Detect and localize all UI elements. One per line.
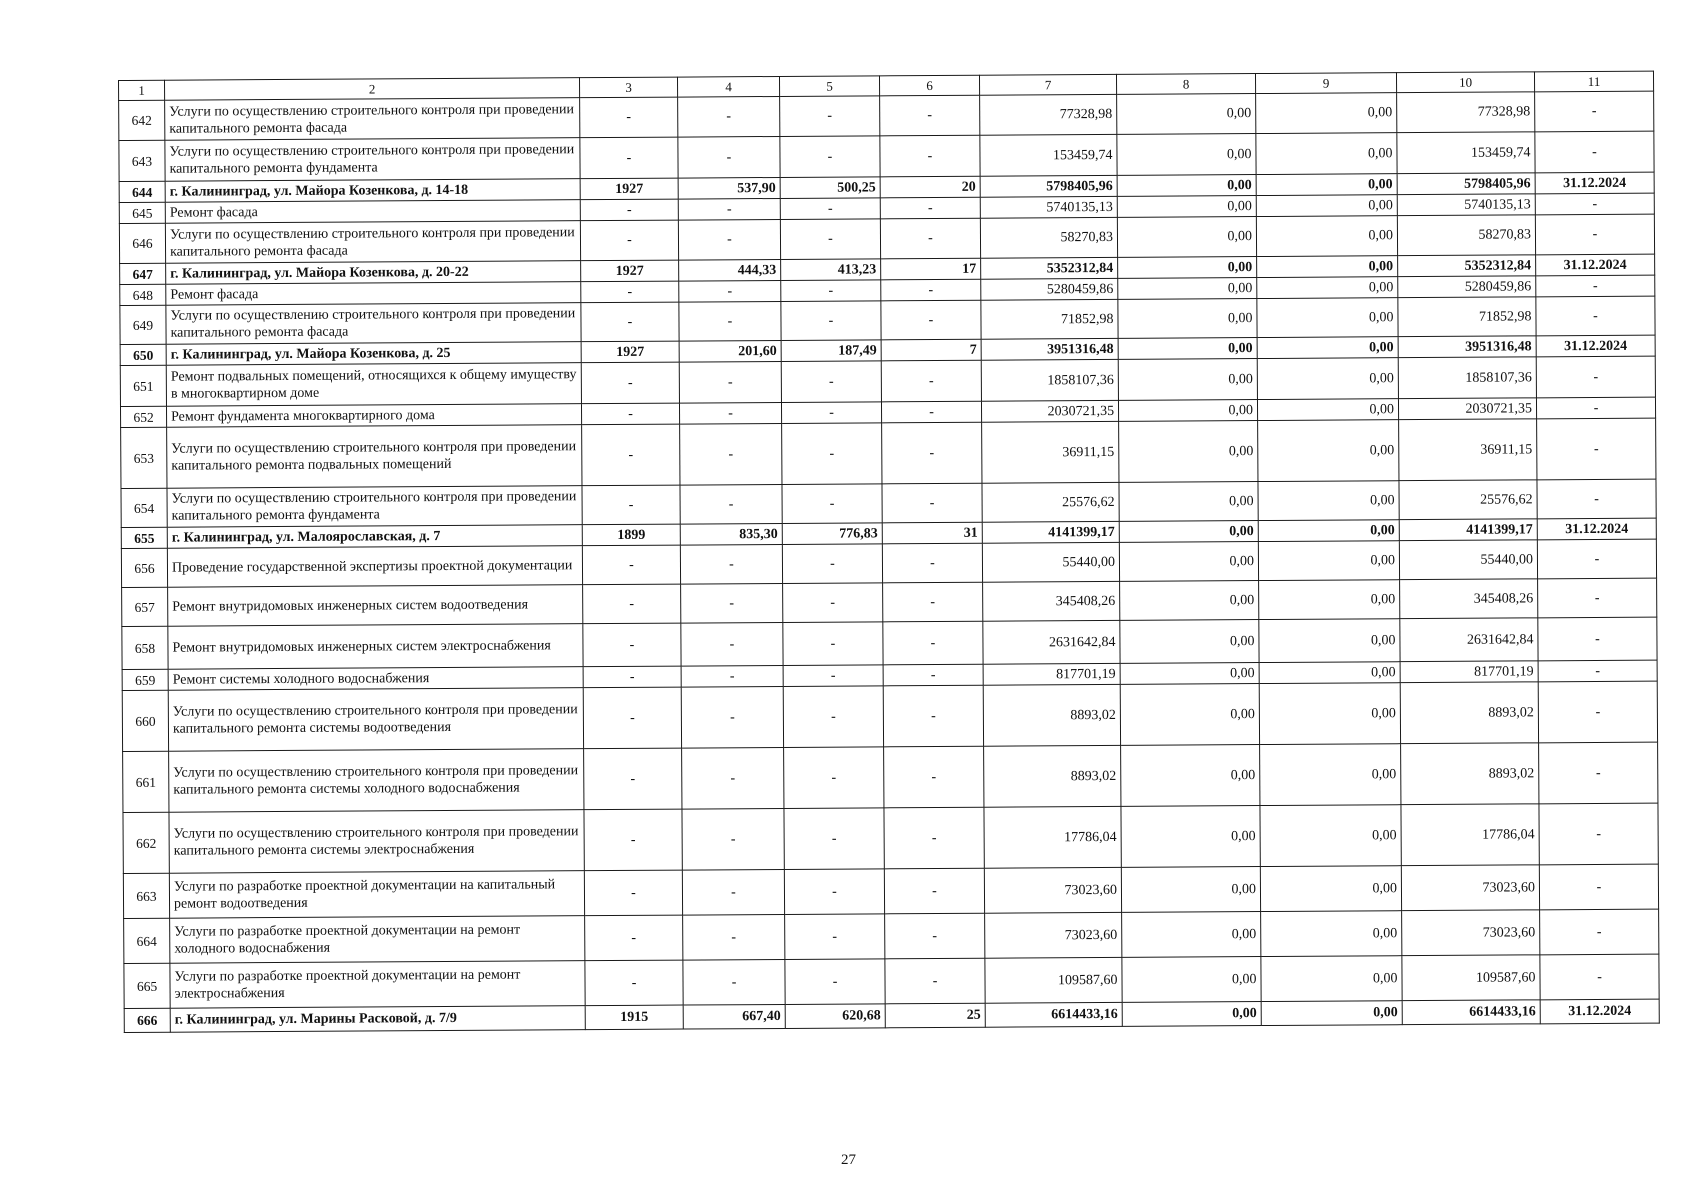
col6-cell: -	[880, 95, 980, 136]
col11-cell: -	[1536, 275, 1655, 297]
col11-cell: -	[1535, 214, 1654, 255]
col11-cell: -	[1537, 418, 1656, 480]
col7-cell: 3951316,48	[981, 338, 1118, 360]
col9-cell: 0,00	[1256, 133, 1397, 175]
col6-cell: -	[881, 401, 981, 423]
col6-cell: -	[881, 360, 981, 402]
col8-cell: 0,00	[1117, 175, 1256, 197]
col5-cell: -	[784, 869, 884, 915]
col-header-10: 10	[1396, 72, 1534, 93]
col4-cell: 444,33	[679, 259, 781, 281]
col11-cell: -	[1538, 578, 1657, 618]
col7-cell: 55440,00	[982, 542, 1119, 582]
col9-cell: 0,00	[1260, 744, 1401, 806]
col8-cell: 0,00	[1117, 217, 1256, 258]
col4-cell: -	[679, 301, 781, 341]
col10-cell: 17786,04	[1401, 804, 1539, 866]
year-cell: -	[580, 220, 678, 261]
col-header-9: 9	[1255, 73, 1396, 94]
col7-cell: 2030721,35	[981, 400, 1118, 422]
col5-cell: -	[781, 280, 881, 302]
col7-cell: 73023,60	[985, 912, 1122, 958]
description-cell: Услуги по осуществлению строительного контроля при проведении капитального ремонта фасада	[166, 303, 581, 345]
col5-cell: -	[783, 686, 883, 748]
year-cell: -	[581, 362, 679, 404]
col7-cell: 77328,98	[980, 94, 1117, 135]
col7-cell: 58270,83	[980, 217, 1117, 258]
col11-cell: -	[1540, 909, 1659, 955]
description-cell: Ремонт фасада	[165, 200, 580, 224]
row-number-cell: 647	[120, 263, 166, 284]
col7-cell: 36911,15	[982, 421, 1119, 483]
table-row	[121, 418, 1656, 488]
col8-cell: 0,00	[1119, 521, 1258, 543]
table-row	[123, 742, 1658, 812]
col7-cell: 345408,26	[983, 581, 1120, 621]
col7-cell: 25576,62	[982, 482, 1119, 522]
col11-cell: -	[1538, 681, 1657, 743]
year-cell: -	[584, 809, 682, 871]
row-number-cell: 665	[124, 963, 170, 1008]
description-cell: Услуги по осуществлению строительного контроля при проведении капитального ремонта подвальных помещений	[167, 425, 582, 489]
col10-cell: 817701,19	[1400, 661, 1538, 683]
description-cell: Услуги по осуществлению строительного контроля при проведении капитального ремонта системы электроснабжения	[169, 810, 584, 874]
description-cell: Услуги по осуществлению строительного контроля при проведении капитального ремонта фундамента	[165, 138, 580, 182]
description-cell: Ремонт внутридомовых инженерных систем водоотведения	[168, 585, 583, 627]
row-number-cell: 655	[121, 527, 167, 548]
col9-cell: 0,00	[1258, 520, 1399, 542]
col6-cell: -	[881, 300, 981, 340]
col10-cell: 71852,98	[1398, 297, 1536, 337]
col4-cell: -	[682, 869, 784, 915]
description-cell: Услуги по разработке проектной документации на капитальный ремонт водоотведения	[169, 871, 584, 919]
col11-cell: 31.12.2024	[1540, 999, 1659, 1024]
col8-cell: 0,00	[1119, 542, 1258, 582]
col10-cell: 5798405,96	[1397, 173, 1535, 195]
col6-cell: -	[880, 135, 980, 177]
year-cell: -	[582, 545, 680, 585]
col8-cell: 0,00	[1118, 359, 1257, 401]
col5-cell: 776,83	[782, 523, 882, 545]
col8-cell: 0,00	[1120, 663, 1259, 685]
row-number-cell: 646	[119, 223, 165, 263]
col4-cell: -	[678, 136, 780, 178]
col4-cell: -	[678, 219, 780, 260]
table-row	[122, 681, 1657, 751]
col5-cell: -	[782, 484, 882, 524]
col8-cell: 0,00	[1117, 94, 1256, 135]
col8-cell: 0,00	[1119, 482, 1258, 522]
col9-cell: 0,00	[1261, 956, 1402, 1002]
col10-cell: 153459,74	[1397, 132, 1535, 174]
col4-cell: -	[681, 583, 783, 623]
col-header-11: 11	[1534, 71, 1653, 92]
col-header-3: 3	[579, 77, 677, 98]
col5-cell: -	[780, 219, 880, 260]
col10-cell: 4141399,17	[1399, 519, 1537, 541]
col9-cell: 0,00	[1256, 216, 1397, 257]
description-cell: Услуги по разработке проектной документации на ремонт холодного водоснабжения	[170, 916, 585, 964]
col4-cell: -	[680, 423, 782, 485]
capital-repair-table	[118, 71, 1660, 1033]
col5-cell: -	[782, 423, 882, 485]
col9-cell: 0,00	[1256, 195, 1397, 217]
year-cell: -	[584, 870, 682, 916]
col5-cell: -	[781, 402, 881, 424]
year-cell: -	[583, 623, 681, 667]
col4-cell: -	[680, 544, 782, 584]
col4-cell: 537,90	[678, 177, 780, 199]
description-cell: Ремонт фундамента многоквартирного дома	[166, 404, 581, 428]
col10-cell: 77328,98	[1397, 92, 1535, 133]
row-number-cell: 660	[122, 690, 168, 751]
col11-cell: 31.12.2024	[1536, 254, 1655, 276]
col4-cell: -	[681, 622, 783, 666]
col8-cell: 0,00	[1118, 400, 1257, 422]
col5-cell: -	[785, 914, 885, 960]
col5-cell: -	[783, 622, 883, 666]
year-cell: -	[580, 137, 678, 179]
col5-cell: -	[783, 665, 883, 687]
col9-cell: 0,00	[1257, 277, 1398, 299]
col6-cell: -	[882, 483, 982, 523]
col6-cell: -	[883, 582, 983, 622]
col11-cell: -	[1536, 296, 1655, 336]
col11-cell: -	[1537, 539, 1656, 579]
col5-cell: -	[780, 198, 880, 220]
row-number-cell: 652	[120, 406, 166, 427]
col4-cell: -	[678, 96, 780, 137]
col-header-8: 8	[1116, 74, 1255, 95]
description-cell: г. Калининград, ул. Малоярославская, д. 7	[167, 525, 582, 549]
col8-cell: 0,00	[1122, 957, 1261, 1003]
description-cell: Услуги по осуществлению строительного контроля при проведении капитального ремонта фасада	[165, 221, 580, 264]
year-cell: 1927	[581, 341, 679, 363]
col6-cell: -	[884, 868, 984, 914]
row-number-cell: 642	[119, 100, 165, 140]
col5-cell: -	[784, 808, 884, 870]
col10-cell: 58270,83	[1397, 215, 1535, 256]
col7-cell: 17786,04	[984, 806, 1121, 868]
year-cell: -	[581, 281, 679, 303]
col10-cell: 73023,60	[1401, 865, 1539, 911]
col7-cell: 8893,02	[983, 684, 1120, 746]
col4-cell: -	[681, 665, 783, 687]
col-header-7: 7	[979, 74, 1116, 95]
description-cell: г. Калининград, ул. Майора Козенкова, д. 20-22	[166, 261, 581, 285]
col6-cell: -	[880, 197, 980, 219]
col7-cell: 153459,74	[980, 134, 1117, 176]
year-cell: -	[583, 687, 681, 749]
col11-cell: 31.12.2024	[1537, 518, 1656, 540]
row-number-cell: 644	[119, 181, 165, 202]
col9-cell: 0,00	[1259, 683, 1400, 745]
col9-cell: 0,00	[1257, 399, 1398, 421]
row-number-cell: 651	[120, 365, 166, 406]
col4-cell: -	[683, 914, 785, 960]
col11-cell: -	[1537, 479, 1656, 519]
col11-cell: -	[1535, 91, 1654, 132]
col11-cell: -	[1536, 397, 1655, 419]
description-cell: Ремонт фасада	[166, 282, 581, 306]
col4-cell: -	[682, 747, 784, 809]
col8-cell: 0,00	[1121, 806, 1260, 868]
col9-cell: 0,00	[1257, 298, 1398, 338]
description-cell: Услуги по разработке проектной документации на ремонт электроснабжения	[170, 961, 585, 1009]
col9-cell: 0,00	[1258, 481, 1399, 521]
col8-cell: 0,00	[1118, 278, 1257, 300]
col10-cell: 3951316,48	[1398, 336, 1536, 358]
row-number-cell: 664	[124, 918, 170, 963]
year-cell: 1915	[585, 1005, 683, 1030]
col7-cell: 5280459,86	[981, 278, 1118, 300]
row-number-cell: 657	[122, 587, 168, 626]
description-cell: Ремонт подвальных помещений, относящихся к общему имуществу в многоквартирном доме	[166, 363, 581, 407]
col7-cell: 71852,98	[981, 299, 1118, 339]
col5-cell: 187,49	[781, 340, 881, 362]
year-cell: -	[581, 403, 679, 425]
col10-cell: 2631642,84	[1400, 618, 1538, 662]
year-cell: -	[580, 199, 678, 221]
year-cell: -	[583, 584, 681, 624]
row-number-cell: 653	[121, 427, 167, 488]
description-cell: Проведение государственной экспертизы проектной документации	[167, 546, 582, 588]
col10-cell: 1858107,36	[1398, 357, 1536, 399]
col5-cell: -	[784, 747, 884, 809]
description-cell: г. Калининград, ул. Марины Расковой, д. 7/9	[170, 1006, 585, 1033]
col4-cell: -	[680, 484, 782, 524]
col5-cell: 620,68	[785, 1004, 885, 1029]
col11-cell: -	[1535, 193, 1654, 215]
col8-cell: 0,00	[1117, 196, 1256, 218]
col9-cell: 0,00	[1261, 911, 1402, 957]
col8-cell: 0,00	[1121, 745, 1260, 807]
col-header-1: 1	[119, 80, 165, 100]
col11-cell: -	[1539, 864, 1658, 910]
col9-cell: 0,00	[1259, 619, 1400, 663]
col7-cell: 817701,19	[983, 663, 1120, 685]
description-cell: Услуги по осуществлению строительного контроля при проведении капитального ремонта системы холодного водоснабжения	[169, 749, 584, 813]
col10-cell: 55440,00	[1399, 540, 1537, 580]
row-number-cell: 659	[122, 669, 168, 690]
col6-cell: -	[880, 218, 980, 259]
year-cell: -	[581, 302, 679, 342]
col11-cell: -	[1538, 617, 1657, 661]
col4-cell: 201,60	[679, 340, 781, 362]
col8-cell: 0,00	[1118, 338, 1257, 360]
col9-cell: 0,00	[1258, 541, 1399, 581]
col10-cell: 345408,26	[1400, 579, 1538, 619]
col6-cell: -	[885, 958, 985, 1004]
col5-cell: -	[780, 96, 880, 137]
col11-cell: -	[1535, 131, 1654, 173]
year-cell: -	[585, 915, 683, 961]
description-cell: Ремонт внутридомовых инженерных систем электроснабжения	[168, 624, 583, 670]
description-cell: г. Калининград, ул. Майора Козенкова, д. 14-18	[165, 179, 580, 203]
col6-cell: -	[885, 913, 985, 959]
row-number-cell: 658	[122, 626, 168, 669]
col9-cell: 0,00	[1257, 256, 1398, 278]
col10-cell: 8893,02	[1401, 743, 1539, 805]
col4-cell: -	[678, 198, 780, 220]
col8-cell: 0,00	[1118, 257, 1257, 279]
col5-cell: 500,25	[780, 177, 880, 199]
col8-cell: 0,00	[1122, 1002, 1261, 1027]
col10-cell: 8893,02	[1400, 682, 1538, 744]
col5-cell: -	[785, 959, 885, 1005]
col11-cell: -	[1538, 660, 1657, 682]
col6-cell: -	[881, 279, 981, 301]
col4-cell: -	[681, 686, 783, 748]
col6-cell: -	[882, 543, 982, 583]
col5-cell: -	[781, 361, 881, 403]
col9-cell: 0,00	[1256, 93, 1397, 134]
col10-cell: 5740135,13	[1397, 194, 1535, 216]
col10-cell: 36911,15	[1399, 419, 1537, 481]
col6-cell: 17	[881, 258, 981, 280]
col7-cell: 4141399,17	[982, 521, 1119, 543]
col6-cell: -	[884, 807, 984, 869]
col9-cell: 0,00	[1261, 1001, 1402, 1026]
col7-cell: 6614433,16	[985, 1002, 1122, 1027]
page-number: 27	[841, 1152, 856, 1168]
description-cell: Ремонт системы холодного водоснабжения	[168, 667, 583, 691]
col11-cell: 31.12.2024	[1536, 335, 1655, 357]
year-cell: 1927	[581, 260, 679, 282]
col10-cell: 109587,60	[1402, 955, 1540, 1001]
col-header-2: 2	[165, 78, 580, 101]
col11-cell: 31.12.2024	[1535, 172, 1654, 194]
col6-cell: 31	[882, 522, 982, 544]
col8-cell: 0,00	[1118, 299, 1257, 339]
col9-cell: 0,00	[1259, 662, 1400, 684]
col4-cell: 835,30	[680, 523, 782, 545]
year-cell: 1927	[580, 178, 678, 200]
col9-cell: 0,00	[1260, 805, 1401, 867]
row-number-cell: 666	[124, 1008, 170, 1032]
col6-cell: -	[883, 621, 983, 665]
col9-cell: 0,00	[1260, 866, 1401, 912]
description-cell: Услуги по осуществлению строительного контроля при проведении капитального ремонта фасада	[165, 98, 580, 141]
row-number-cell: 643	[119, 140, 165, 181]
row-number-cell: 662	[123, 812, 169, 873]
col9-cell: 0,00	[1257, 358, 1398, 400]
description-cell: г. Калининград, ул. Майора Козенкова, д. 25	[166, 342, 581, 366]
col8-cell: 0,00	[1117, 134, 1256, 176]
col4-cell: -	[679, 402, 781, 424]
col10-cell: 25576,62	[1399, 480, 1537, 520]
col7-cell: 73023,60	[984, 867, 1121, 913]
col10-cell: 5352312,84	[1398, 255, 1536, 277]
col-header-5: 5	[779, 76, 879, 97]
col8-cell: 0,00	[1121, 867, 1260, 913]
col9-cell: 0,00	[1256, 174, 1397, 196]
col5-cell: 413,23	[781, 259, 881, 281]
row-number-cell: 648	[120, 284, 166, 305]
col6-cell: 20	[880, 176, 980, 198]
col-header-6: 6	[879, 75, 979, 96]
col9-cell: 0,00	[1259, 580, 1400, 620]
col8-cell: 0,00	[1120, 684, 1259, 746]
col7-cell: 2631642,84	[983, 620, 1120, 664]
row-number-cell: 654	[121, 488, 167, 527]
col7-cell: 5352312,84	[981, 257, 1118, 279]
col9-cell: 0,00	[1258, 420, 1399, 482]
row-number-cell: 663	[123, 873, 169, 918]
row-number-cell: 649	[120, 305, 166, 344]
year-cell: -	[585, 960, 683, 1006]
year-cell: -	[583, 666, 681, 688]
col11-cell: -	[1540, 954, 1659, 1000]
col8-cell: 0,00	[1122, 912, 1261, 958]
col5-cell: -	[781, 301, 881, 341]
col4-cell: -	[683, 959, 785, 1005]
description-cell: Услуги по осуществлению строительного контроля при проведении капитального ремонта системы водоотведения	[168, 688, 583, 752]
col5-cell: -	[782, 544, 882, 584]
col7-cell: 8893,02	[984, 745, 1121, 807]
row-number-cell: 650	[120, 344, 166, 365]
col8-cell: 0,00	[1120, 620, 1259, 664]
description-cell: Услуги по осуществлению строительного контроля при проведении капитального ремонта фундамента	[167, 486, 582, 528]
col10-cell: 73023,60	[1402, 910, 1540, 956]
col6-cell: -	[883, 664, 983, 686]
table-row	[123, 803, 1658, 873]
col-header-4: 4	[677, 76, 779, 97]
col6-cell: 7	[881, 339, 981, 361]
year-cell: 1899	[582, 524, 680, 546]
col7-cell: 109587,60	[985, 957, 1122, 1003]
col4-cell: -	[682, 808, 784, 870]
col10-cell: 5280459,86	[1398, 276, 1536, 298]
col4-cell: 667,40	[683, 1004, 785, 1029]
col10-cell: 6614433,16	[1402, 1000, 1540, 1025]
col6-cell: -	[882, 422, 982, 484]
col11-cell: -	[1539, 803, 1658, 865]
col5-cell: -	[783, 583, 883, 623]
row-number-cell: 645	[119, 202, 165, 223]
year-cell: -	[582, 424, 680, 486]
col11-cell: -	[1539, 742, 1658, 804]
col6-cell: -	[883, 685, 983, 747]
col7-cell: 5740135,13	[980, 196, 1117, 218]
col7-cell: 1858107,36	[981, 359, 1118, 401]
document-sheet	[118, 71, 1660, 1033]
col10-cell: 2030721,35	[1398, 398, 1536, 420]
col6-cell: 25	[885, 1003, 985, 1028]
year-cell: -	[580, 97, 678, 138]
col11-cell: -	[1536, 356, 1655, 398]
row-number-cell: 656	[121, 548, 167, 587]
col6-cell: -	[884, 746, 984, 808]
row-number-cell: 661	[123, 751, 169, 812]
col4-cell: -	[679, 361, 781, 403]
col8-cell: 0,00	[1120, 581, 1259, 621]
col4-cell: -	[679, 280, 781, 302]
year-cell: -	[582, 485, 680, 525]
col5-cell: -	[780, 136, 880, 178]
year-cell: -	[584, 748, 682, 810]
col7-cell: 5798405,96	[980, 175, 1117, 197]
col8-cell: 0,00	[1119, 421, 1258, 483]
col9-cell: 0,00	[1257, 337, 1398, 359]
